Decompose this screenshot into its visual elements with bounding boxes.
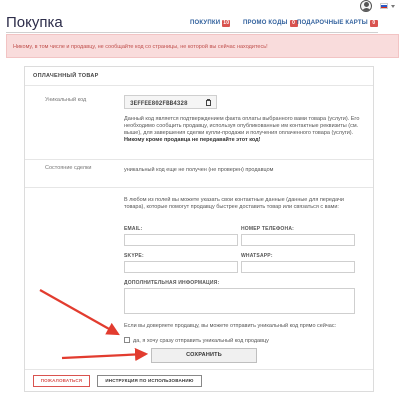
warning-alert	[6, 34, 399, 58]
deal-status-label: Состояние сделки	[45, 165, 92, 171]
chevron-down-icon[interactable]	[391, 5, 395, 8]
nav-label: ПОКУПКИ	[190, 20, 221, 26]
nav-promo-codes[interactable]	[243, 20, 298, 27]
phone-input[interactable]	[241, 234, 355, 246]
language-flag-icon[interactable]	[380, 3, 388, 9]
copy-icon[interactable]	[206, 99, 212, 106]
extra-info-label: ДОПОЛНИТЕЛЬНАЯ ИНФОРМАЦИЯ:	[124, 280, 220, 286]
header-divider	[6, 32, 378, 33]
page-title: Покупка	[6, 14, 63, 31]
save-button[interactable]: СОХРАНИТЬ	[151, 348, 257, 363]
send-code-option[interactable]	[124, 337, 269, 344]
send-code-checkbox-label: да, я хочу сразу отправить уникальный код продавцу	[133, 338, 269, 344]
phone-label: НОМЕР ТЕЛЕФОНА:	[241, 226, 294, 232]
unique-code-label: Уникальный код	[45, 97, 87, 103]
deal-status-text: уникальный код еще не получен (не проверен) продавцом	[124, 167, 274, 173]
skype-input[interactable]	[124, 261, 238, 273]
nav-badge: 0	[290, 20, 298, 27]
instructions-button[interactable]: ИНСТРУКЦИЯ ПО ИСПОЛЬЗОВАНИЮ	[97, 375, 202, 387]
complain-button[interactable]: ПОЖАЛОВАТЬСЯ	[33, 375, 90, 387]
warning-alert-text: Никому, в том числе и продавцу, не сообщайте код со страницы, не которой вы сейчас находитесь!	[13, 44, 268, 50]
user-avatar-icon[interactable]	[360, 0, 372, 12]
contact-intro: В любом из полей вы можете указать свои контактные данные (данные для передачи товара), которые помогут продавцу быстрее доставить товар или связаться с вами:	[124, 197, 344, 210]
skype-label: SKYPE:	[124, 253, 144, 259]
email-input[interactable]	[124, 234, 238, 246]
divider	[25, 187, 373, 188]
unique-code-value: 3EFFEE802FBB4328	[130, 100, 188, 107]
nav-label: ПРОМО КОДЫ	[243, 20, 288, 26]
extra-info-textarea[interactable]	[124, 288, 355, 314]
send-code-hint: Если вы доверяете продавцу, вы можете отправить уникальный код прямо сейчас:	[124, 323, 337, 329]
unique-code-box[interactable]	[124, 95, 217, 109]
purchase-panel	[24, 66, 374, 392]
divider	[25, 85, 373, 86]
code-warning: Никому кроме продавца не передавайте этот код!	[124, 137, 261, 143]
nav-label: ПОДАРОЧНЫЕ КАРТЫ	[297, 20, 368, 26]
email-label: EMAIL:	[124, 226, 143, 232]
nav-gift-cards[interactable]	[297, 20, 378, 27]
panel-heading: ОПЛАЧЕННЫЙ ТОВАР	[33, 73, 99, 79]
divider	[25, 159, 373, 160]
nav-badge: 10	[223, 20, 230, 26]
whatsapp-input[interactable]	[241, 261, 355, 273]
code-description: Данный код является подтверждением факта оплаты выбранного вами товара (услуги). Его необходимо сообщить продавцу, используя опубликованные им контактные реквизиты (см. выше), для завершения сделки купли-продажи и получения оплаченного товара (услуги). Никому кроме продавца не передавайте этот код!	[124, 116, 360, 143]
send-code-checkbox[interactable]	[124, 337, 130, 343]
top-bar	[0, 0, 400, 12]
divider	[25, 369, 373, 370]
nav-badge: 0	[370, 20, 378, 27]
nav-purchases[interactable]	[190, 20, 230, 27]
whatsapp-label: WHATSAPP:	[241, 253, 273, 259]
flag-stripe	[381, 7, 387, 8]
